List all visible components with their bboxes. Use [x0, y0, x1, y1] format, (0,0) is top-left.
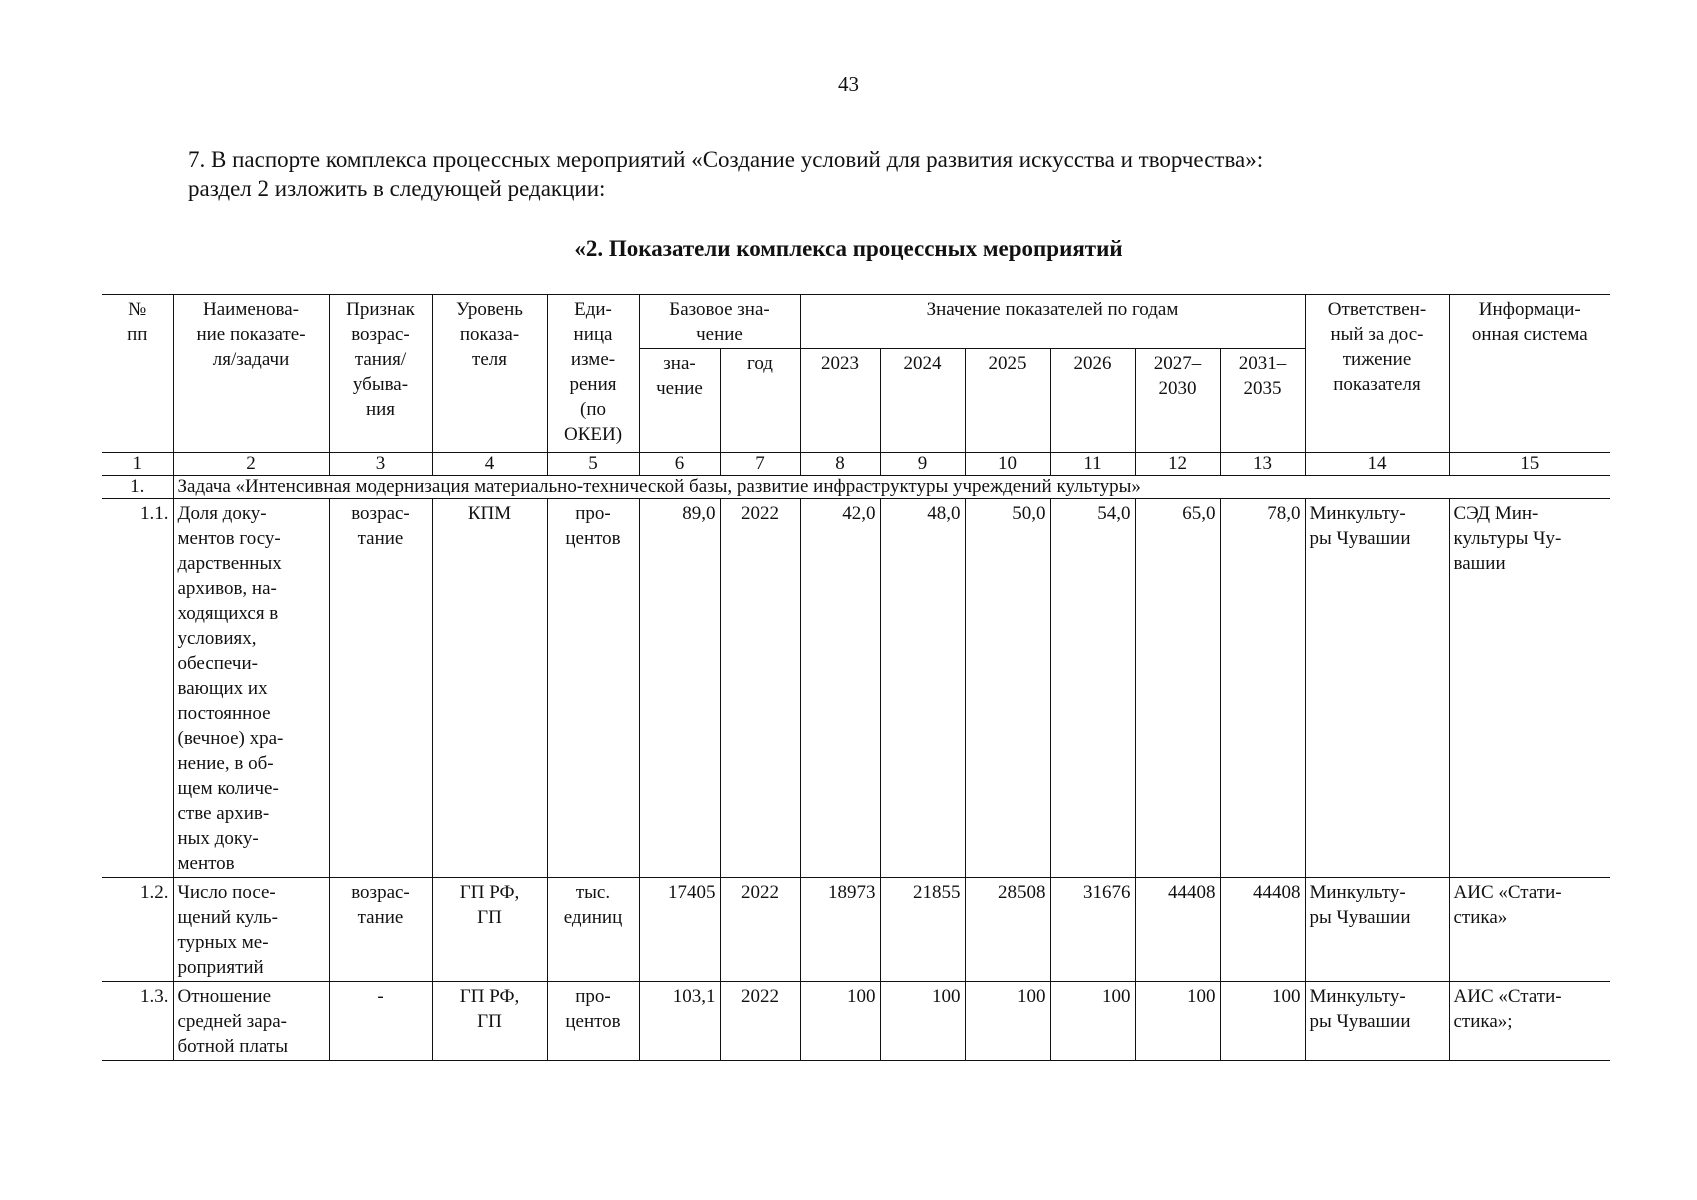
indicators-table: [102, 294, 1610, 1061]
header-year-2026: 2026: [1050, 349, 1135, 453]
header-unit: Еди- ница изме- рения (по ОКЕИ): [547, 295, 639, 453]
row-unit: про- центов: [547, 499, 639, 878]
table-row: [102, 878, 1610, 982]
header-year-2023: 2023: [800, 349, 880, 453]
header-responsible: Ответствен- ный за дос- тижение показателя: [1305, 295, 1449, 453]
column-number: 12: [1135, 453, 1220, 476]
row-value-2031-2035: 78,0: [1220, 499, 1305, 878]
header-base: Базовое зна- чение: [639, 295, 800, 349]
column-number: 4: [432, 453, 547, 476]
column-number: 11: [1050, 453, 1135, 476]
row-trend: возрас- тание: [329, 499, 432, 878]
column-number: 3: [329, 453, 432, 476]
row-value-2025: 100: [965, 982, 1050, 1061]
row-value-2023: 18973: [800, 878, 880, 982]
row-responsible: Минкульту- ры Чувашии: [1305, 878, 1449, 982]
row-value-2025: 28508: [965, 878, 1050, 982]
table-row: [102, 499, 1610, 878]
row-base-year: 2022: [720, 878, 800, 982]
row-level: КПМ: [432, 499, 547, 878]
intro-line-2: раздел 2 изложить в следующей редакции:: [188, 176, 606, 201]
section-title: «2. Показатели комплекса процессных мероприятий: [574, 236, 1123, 261]
row-value-2023: 100: [800, 982, 880, 1061]
task-row: [102, 476, 1610, 499]
row-unit: тыс. единиц: [547, 878, 639, 982]
row-info-system: АИС «Стати- стика»;: [1449, 982, 1610, 1061]
row-info-system: СЭД Мин- культуры Чу- вашии: [1449, 499, 1610, 878]
row-level: ГП РФ, ГП: [432, 982, 547, 1061]
row-name: Доля доку- ментов госу- дарственных архивов, на- ходящихся в условиях, обеспечи- вающих их постоянное (вечное) хра- нение, в об- щем количе- стве архив- ных доку- ментов: [173, 499, 329, 878]
header-year-2027-2030: 2027– 2030: [1135, 349, 1220, 453]
column-number: 7: [720, 453, 800, 476]
header-trend: Признак возрас- тания/ убыва- ния: [329, 295, 432, 453]
row-value-2026: 100: [1050, 982, 1135, 1061]
row-trend: возрас- тание: [329, 878, 432, 982]
row-base-year: 2022: [720, 982, 800, 1061]
row-value-2024: 21855: [880, 878, 965, 982]
row-num: 1.3.: [102, 982, 173, 1061]
row-num: 1.2.: [102, 878, 173, 982]
column-number: 8: [800, 453, 880, 476]
row-base-year: 2022: [720, 499, 800, 878]
task-text: Задача «Интенсивная модернизация материально-технической базы, развитие инфраструктуры учреждений культуры»: [173, 476, 1610, 499]
column-numbers-row: [102, 453, 1610, 476]
row-level: ГП РФ, ГП: [432, 878, 547, 982]
header-year-2024: 2024: [880, 349, 965, 453]
row-base-value: 103,1: [639, 982, 720, 1061]
column-number: 14: [1305, 453, 1449, 476]
column-number: 6: [639, 453, 720, 476]
row-value-2031-2035: 44408: [1220, 878, 1305, 982]
header-year-2025: 2025: [965, 349, 1050, 453]
row-value-2024: 100: [880, 982, 965, 1061]
header-info-system: Информаци- онная система: [1449, 295, 1610, 453]
row-value-2027-2030: 65,0: [1135, 499, 1220, 878]
row-value-2024: 48,0: [880, 499, 965, 878]
header-year-2031-2035: 2031– 2035: [1220, 349, 1305, 453]
row-base-value: 89,0: [639, 499, 720, 878]
table-row: [102, 982, 1610, 1061]
page-number: 43: [838, 72, 859, 96]
column-number: 9: [880, 453, 965, 476]
header-num: № пп: [102, 295, 173, 453]
row-value-2027-2030: 100: [1135, 982, 1220, 1061]
header-base-value: зна- чение: [639, 349, 720, 453]
row-value-2031-2035: 100: [1220, 982, 1305, 1061]
row-responsible: Минкульту- ры Чувашии: [1305, 982, 1449, 1061]
row-info-system: АИС «Стати- стика»: [1449, 878, 1610, 982]
intro-line-1: 7. В паспорте комплекса процессных мероприятий «Создание условий для развития искусства и творчества»:: [188, 147, 1264, 172]
header-base-year: год: [720, 349, 800, 453]
column-number: 10: [965, 453, 1050, 476]
task-num: 1.: [102, 476, 173, 499]
header-level: Уровень показа- теля: [432, 295, 547, 453]
row-base-value: 17405: [639, 878, 720, 982]
row-value-2026: 54,0: [1050, 499, 1135, 878]
column-number: 2: [173, 453, 329, 476]
row-num: 1.1.: [102, 499, 173, 878]
header-years-group: Значение показателей по годам: [800, 295, 1305, 349]
row-unit: про- центов: [547, 982, 639, 1061]
row-value-2025: 50,0: [965, 499, 1050, 878]
row-name: Отношение средней зара- ботной платы: [173, 982, 329, 1061]
row-name: Число посе- щений куль- турных ме- роприятий: [173, 878, 329, 982]
header-row-1: [102, 295, 1610, 349]
row-value-2026: 31676: [1050, 878, 1135, 982]
row-responsible: Минкульту- ры Чувашии: [1305, 499, 1449, 878]
intro-paragraph: [188, 145, 1588, 203]
row-value-2023: 42,0: [800, 499, 880, 878]
row-trend: -: [329, 982, 432, 1061]
column-number: 15: [1449, 453, 1610, 476]
row-value-2027-2030: 44408: [1135, 878, 1220, 982]
column-number: 13: [1220, 453, 1305, 476]
header-name: Наименова- ние показате- ля/задачи: [173, 295, 329, 453]
column-number: 1: [102, 453, 173, 476]
column-number: 5: [547, 453, 639, 476]
